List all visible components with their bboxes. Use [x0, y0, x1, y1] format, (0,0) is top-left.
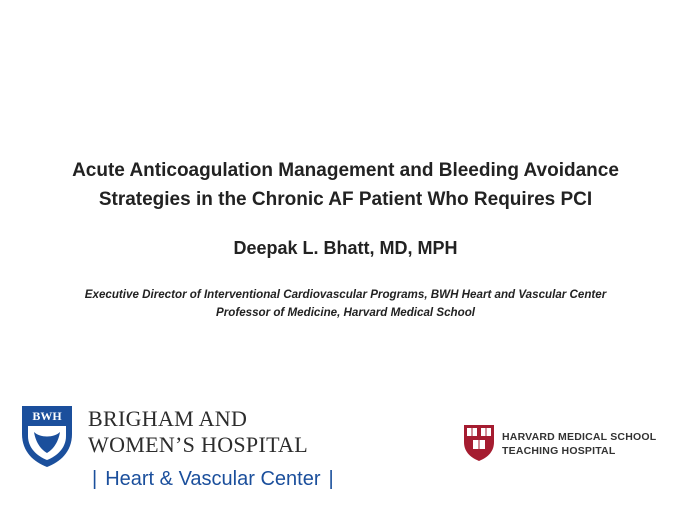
title-line-2: Strategies in the Chronic AF Patient Who Requires PCI — [98, 189, 593, 210]
harvard-shield-icon — [463, 424, 495, 462]
title-line-1: Acute Anticoagulation Management and Bleeding Avoidance — [72, 160, 619, 181]
separator-left: | — [92, 468, 98, 490]
author-name: Deepak L. Bhatt, MD, MPH — [233, 238, 458, 258]
bwh-name-line-2: WOMEN’S HOSPITAL — [88, 432, 308, 457]
slide-title — [0, 156, 691, 214]
hms-line-2: TEACHING HOSPITAL — [502, 445, 616, 457]
bwh-shield-icon — [20, 404, 74, 468]
hms-line-1: HARVARD MEDICAL SCHOOL — [502, 431, 657, 443]
harvard-medical-school-label — [502, 430, 656, 458]
bwh-hospital-name — [88, 406, 308, 458]
affiliation-line-2: Professor of Medicine, Harvard Medical School — [216, 306, 475, 319]
separator-right: | — [328, 468, 334, 490]
bwh-name-line-1: BRIGHAM AND — [88, 406, 248, 431]
center-label: Heart & Vascular Center — [105, 468, 321, 490]
heart-vascular-center — [84, 468, 342, 491]
author-affiliation — [0, 286, 691, 322]
bwh-shield-text: BWH — [32, 409, 62, 423]
affiliation-line-1: Executive Director of Interventional Cardiovascular Programs, BWH Heart and Vascular Center — [84, 288, 607, 301]
